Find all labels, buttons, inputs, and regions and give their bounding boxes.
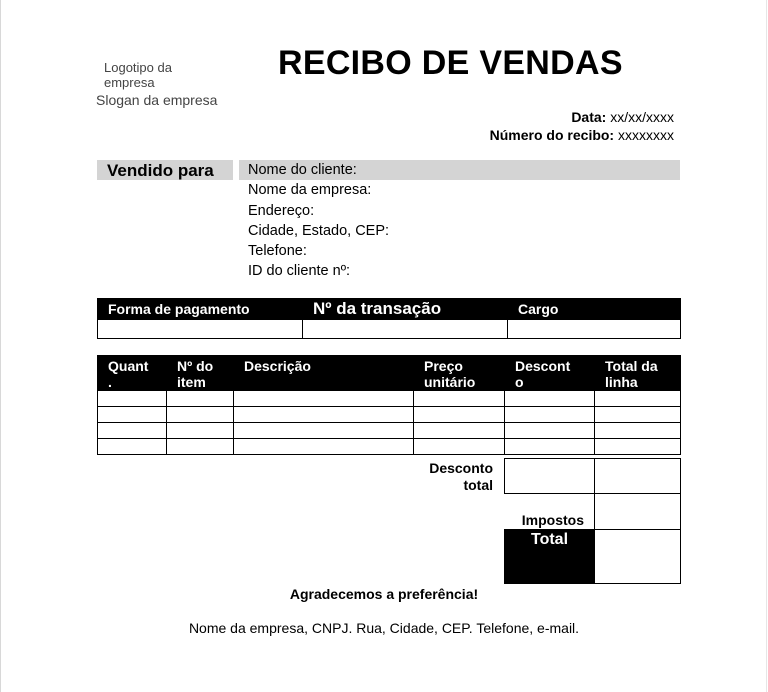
date-row (490, 108, 674, 126)
discount-header-line2: o (515, 374, 524, 390)
total-discount-line1: Desconto (429, 460, 493, 476)
line-total-header-line2: linha (605, 374, 638, 390)
quantity-header-line2: . (108, 374, 112, 390)
item-cell[interactable] (414, 407, 505, 423)
item-cell[interactable] (98, 439, 167, 455)
client-city-line: Cidade, Estado, CEP: (248, 222, 390, 239)
receipt-number-row (490, 126, 674, 144)
date-label: Data: (571, 109, 607, 125)
item-cell[interactable] (595, 391, 681, 407)
items-header-row (98, 356, 681, 391)
transaction-number-cell[interactable] (303, 320, 508, 339)
item-cell[interactable] (234, 439, 414, 455)
taxes-value[interactable] (594, 493, 681, 530)
line-total-header-line1: Total da (605, 358, 658, 374)
item-number-header (167, 356, 234, 391)
total-discount-value[interactable] (594, 458, 681, 494)
item-cell[interactable] (167, 439, 234, 455)
client-name-line: Nome do cliente: (248, 162, 357, 178)
unit-price-header (414, 356, 505, 391)
thanks-message: Agradecemos a preferência! (289, 586, 479, 602)
receipt-number-value: xxxxxxxx (618, 127, 674, 143)
quantity-header (98, 356, 167, 391)
sold-to-label: Vendido para (97, 160, 233, 180)
total-discount-box-left (504, 458, 595, 494)
item-cell[interactable] (234, 423, 414, 439)
item-cell[interactable] (234, 391, 414, 407)
client-company-line: Nome da empresa: (248, 182, 372, 199)
item-cell[interactable] (167, 423, 234, 439)
item-cell[interactable] (505, 407, 595, 423)
item-cell[interactable] (414, 423, 505, 439)
client-phone-line: Telefone: (248, 243, 307, 260)
payment-method-header: Forma de pagamento (98, 299, 303, 320)
charge-cell[interactable] (508, 320, 681, 339)
item-row (98, 423, 681, 439)
payment-method-cell[interactable] (98, 320, 303, 339)
taxes-label: Impostos (521, 512, 584, 528)
client-address-line: Endereço: (248, 202, 315, 219)
item-row (98, 439, 681, 455)
item-cell[interactable] (167, 391, 234, 407)
transaction-number-header: Nº da transação (303, 299, 508, 320)
total-discount-line2: total (463, 477, 493, 493)
item-row (98, 407, 681, 423)
item-row (98, 391, 681, 407)
description-header-line1: Descrição (244, 358, 311, 374)
item-cell[interactable] (234, 407, 414, 423)
discount-header-line1: Descont (515, 358, 571, 374)
item-number-header-line1: Nº do (177, 358, 214, 374)
logo-placeholder: Logotipo da empresa (104, 60, 172, 90)
total-discount-label (404, 460, 493, 494)
line-total-header (595, 356, 681, 391)
item-cell[interactable] (98, 391, 167, 407)
item-cell[interactable] (414, 439, 505, 455)
item-cell[interactable] (595, 439, 681, 455)
item-cell[interactable] (414, 391, 505, 407)
payment-header-row (98, 299, 681, 320)
items-table (97, 355, 681, 455)
item-cell[interactable] (595, 407, 681, 423)
unit-price-header-line1: Preço (424, 358, 463, 374)
company-slogan: Slogan da empresa (96, 92, 218, 108)
item-cell[interactable] (98, 407, 167, 423)
charge-header: Cargo (508, 299, 681, 320)
receipt-number-label: Número do recibo: (489, 127, 615, 143)
total-label: Total (504, 529, 595, 584)
total-value[interactable] (594, 529, 681, 584)
document-title: RECIBO DE VENDAS (278, 44, 623, 82)
unit-price-header-line2: unitário (424, 374, 476, 390)
date-value: xx/xx/xxxx (610, 109, 674, 125)
quantity-header-line1: Quant (108, 358, 149, 374)
payment-row (98, 320, 681, 339)
item-cell[interactable] (505, 423, 595, 439)
item-cell[interactable] (167, 407, 234, 423)
item-cell[interactable] (505, 439, 595, 455)
item-cell[interactable] (595, 423, 681, 439)
discount-header (505, 356, 595, 391)
client-details (248, 160, 389, 282)
item-cell[interactable] (505, 391, 595, 407)
footer-company-info: Nome da empresa, CNPJ. Rua, Cidade, CEP. Telefone, e-mail. (188, 620, 580, 636)
receipt-meta (490, 108, 674, 144)
description-header (234, 356, 414, 391)
item-cell[interactable] (98, 423, 167, 439)
client-id-line: ID do cliente nº: (248, 263, 351, 280)
payment-table (97, 298, 681, 339)
item-number-header-line2: item (177, 374, 206, 390)
